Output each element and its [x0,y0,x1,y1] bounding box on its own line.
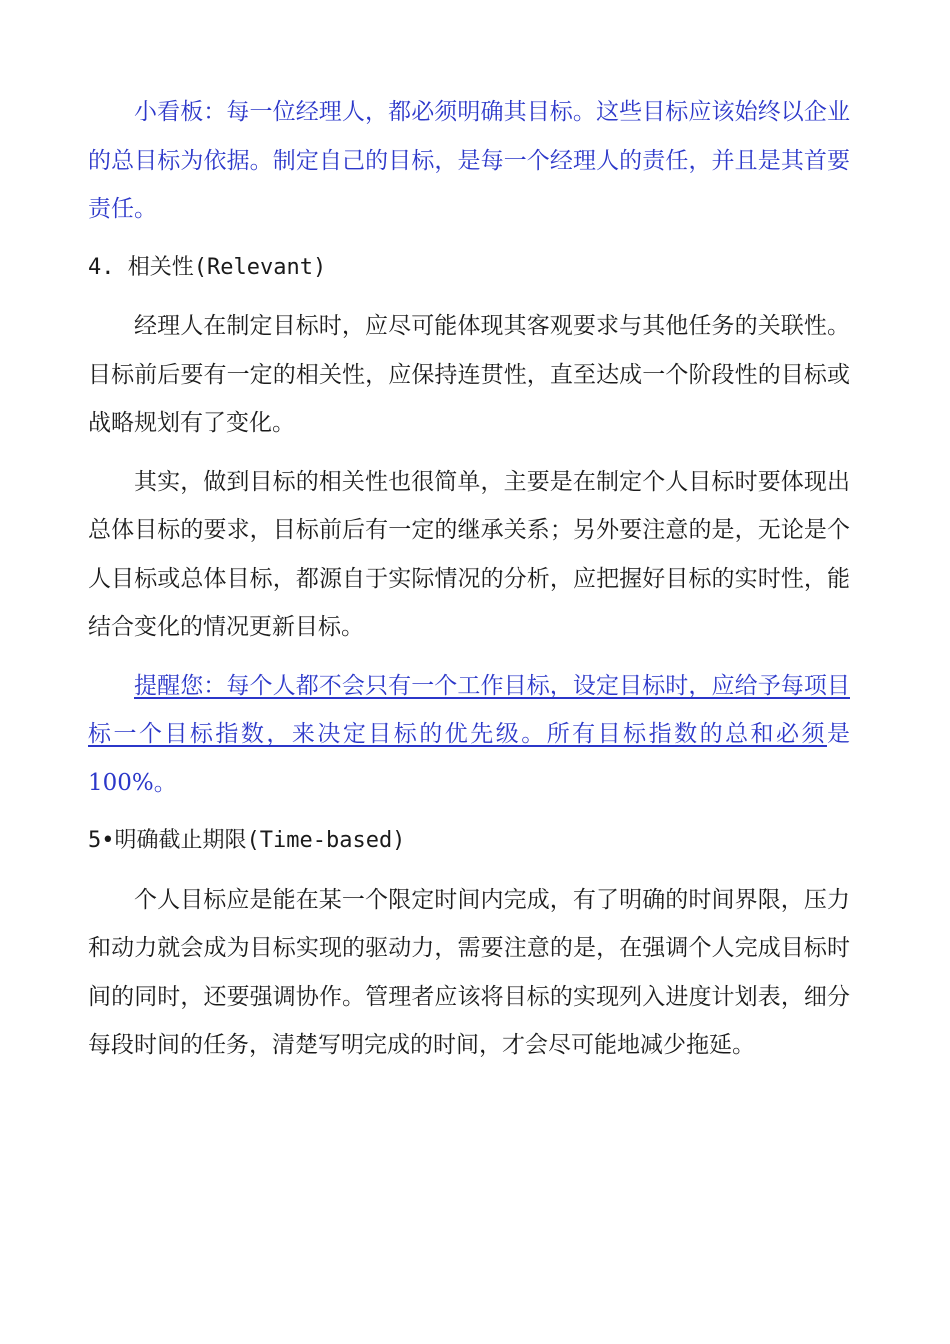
relevant-paragraph-1: 经理人在制定目标时，应尽可能体现其客观要求与其他任务的关联性。目标前后要有一定的相关性，应保持连贯性，直至达成一个阶段性的目标或战略规划有了变化。 [88,313,850,436]
document-page [88,88,850,1080]
reminder-tail-text: 是100%。 [88,721,850,796]
reminder-paragraph [88,662,850,808]
note-paragraph: 小看板：每一位经理人，都必须明确其目标。这些目标应该始终以企业的总目标为依据。制定自己的目标，是每一个经理人的责任，并且是其首要责任。 [88,99,850,222]
relevant-paragraph-2: 其实，做到目标的相关性也很简单，主要是在制定个人目标时要体现出总体目标的要求，目标前后有一定的继承关系；另外要注意的是，无论是个人目标或总体目标，都源自于实际情况的分析，应把握好目标的实时性，能结合变化的情况更新目标。 [88,468,850,640]
time-based-paragraph: 个人目标应是能在某一个限定时间内完成，有了明确的时间界限，压力和动力就会成为目标实现的驱动力，需要注意的是，在强调个人完成目标时间的同时，还要强调协作。管理者应该将目标的实现列入进度计划表，细分每段时间的任务，清楚写明完成的时间，才会尽可能地减少拖延。 [88,886,850,1058]
section-heading-relevant: 4. 相关性(Relevant) [88,254,327,280]
reminder-underlined-text: 提醒您：每个人都不会只有一个工作目标，设定目标时，应给予每项目标一个目标指数，来决定目标的优先级。所有目标指数的总和必须 [88,672,850,747]
section-heading-time-based: 5•明确截止期限(Time-based) [88,828,406,853]
